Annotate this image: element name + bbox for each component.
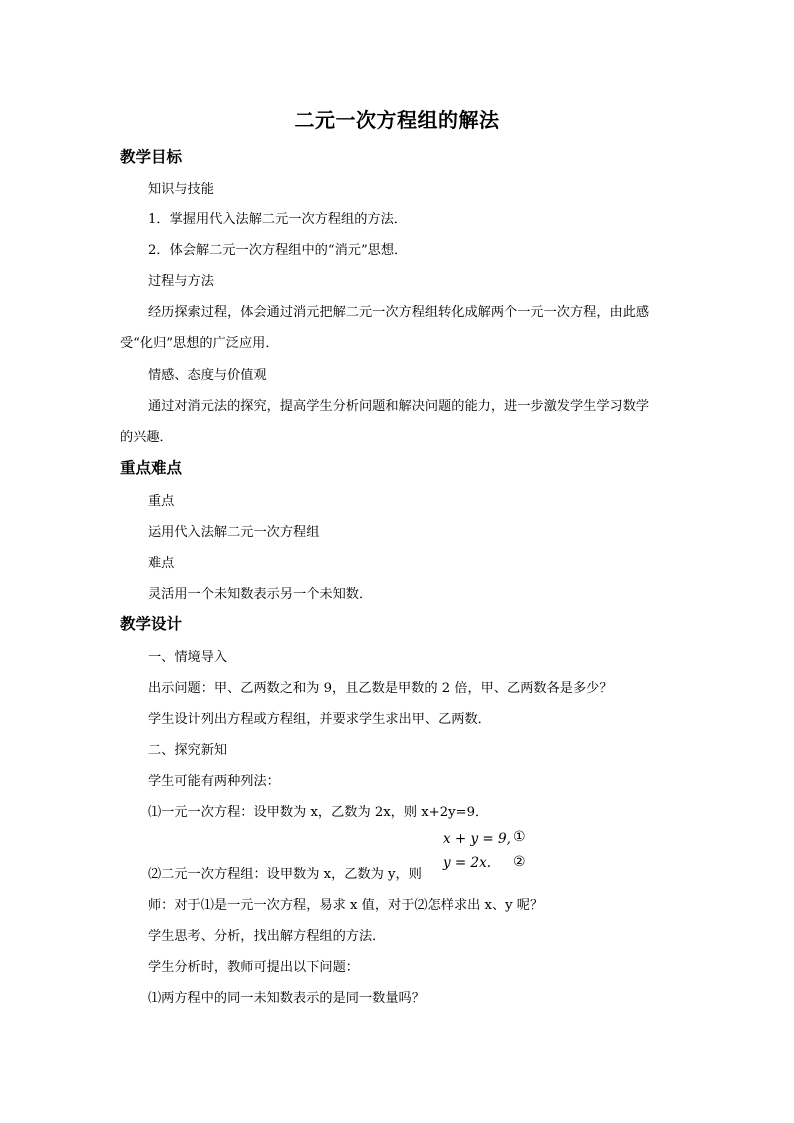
difficulty-text: 灵活用一个未知数表示另一个未知数． xyxy=(148,587,373,602)
key-label: 重点 xyxy=(148,494,175,509)
knowledge-label: 知识与技能 xyxy=(148,182,214,197)
question-1: ⑴两方程中的同一未知数表示的是同一数量吗？ xyxy=(148,991,425,1006)
equation-1: x + y = 9, xyxy=(443,831,511,847)
heading-design: 教学设计 xyxy=(120,614,183,633)
heading-goals: 教学目标 xyxy=(120,147,183,166)
part-2-heading: 二、探究新知 xyxy=(148,743,228,758)
part-1-heading: 一、情境导入 xyxy=(148,650,228,665)
teacher-text: 师：对于⑴是一元一次方程，易求 x 值，对于⑵怎样求出 x、y 呢？ xyxy=(148,898,544,913)
method-1: ⑴一元一次方程：设甲数为 x，乙数为 2x，则 x+2y=9． xyxy=(148,805,489,820)
methods-text: 学生可能有两种列法： xyxy=(148,774,280,789)
method-2: ⑵二元一次方程组：设甲数为 x，乙数为 y，则 xyxy=(148,867,422,882)
emotion-label: 情感、态度与价值观 xyxy=(148,368,267,383)
process-label: 过程与方法 xyxy=(148,274,214,289)
equation-2-marker: ② xyxy=(513,854,526,870)
think-text: 学生思考、分析，找出解方程组的方法． xyxy=(148,929,386,944)
problem-text: 出示问题：甲、乙两数之和为 9，且乙数是甲数的 2 倍，甲、乙两数各是多少？ xyxy=(148,681,613,696)
process-line-1: 经历探索过程，体会通过消元把解二元一次方程组转化成解两个一元一次方程，由此感 xyxy=(148,305,650,320)
analysis-text: 学生分析时，教师可提出以下问题： xyxy=(148,960,359,975)
heading-key: 重点难点 xyxy=(120,458,183,477)
process-line-2: 受“化归”思想的广泛应用． xyxy=(120,336,279,351)
equation-2: y = 2x. xyxy=(443,855,492,871)
difficulty-label: 难点 xyxy=(148,556,175,571)
emotion-line-2: 的兴趣． xyxy=(120,430,173,445)
equation-1-marker: ① xyxy=(513,829,526,845)
page-title: 二元一次方程组的解法 xyxy=(294,108,500,132)
task-text: 学生设计列出方程或方程组，并要求学生求出甲、乙两数． xyxy=(148,712,491,727)
emotion-line-1: 通过对消元法的探究，提高学生分析问题和解决问题的能力，进一步激发学生学习数学 xyxy=(148,399,650,414)
goal-item-2: 2．体会解二元一次方程组中的“消元”思想． xyxy=(148,243,408,258)
goal-item-1: 1．掌握用代入法解二元一次方程组的方法． xyxy=(148,212,407,227)
key-text: 运用代入法解二元一次方程组 xyxy=(148,525,320,540)
